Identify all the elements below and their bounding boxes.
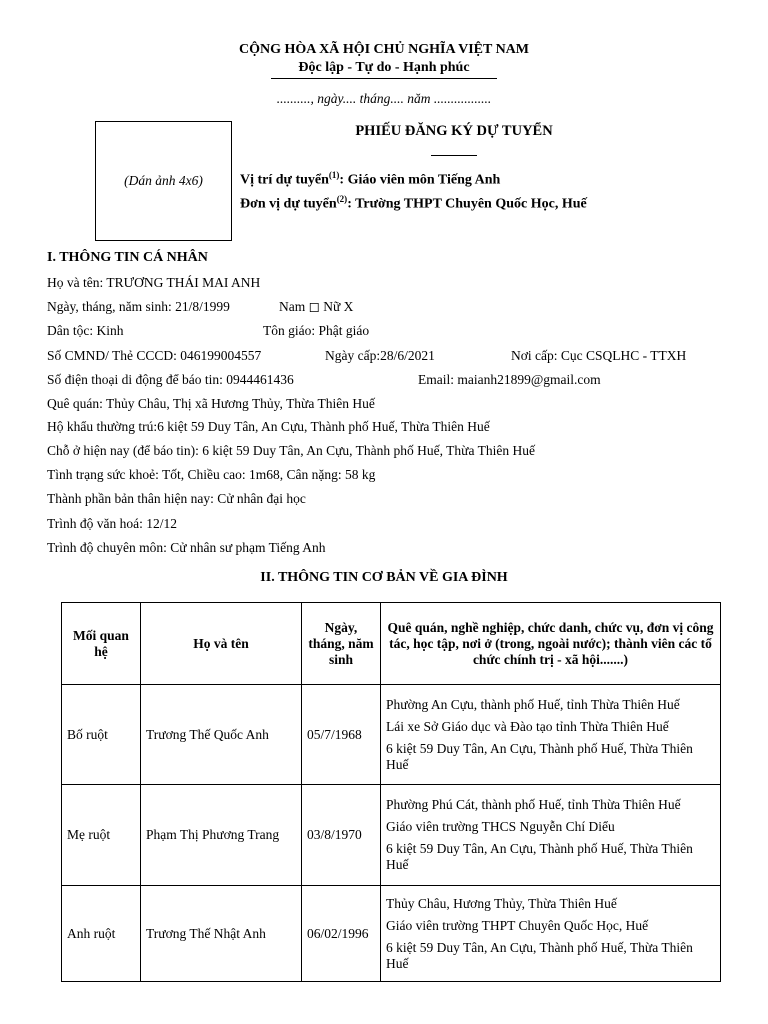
section-personal-info-title: I. THÔNG TIN CÁ NHÂN [47, 250, 208, 265]
position-label: Vị trí dự tuyển [240, 172, 329, 188]
unit-value: : Trường THPT Chuyên Quốc Học, Huế [347, 196, 587, 212]
ethnicity: Dân tộc: Kinh [47, 323, 124, 338]
dob-cell: 06/02/1996 [302, 886, 381, 982]
form-title: PHIẾU ĐĂNG KÝ DỰ TUYỂN [355, 123, 553, 139]
professional-qualification: Trình độ chuyên môn: Cử nhân sư phạm Tiếng Anh [47, 540, 326, 555]
col-header-relation: Mối quan hệ [62, 603, 141, 685]
col-header-details: Quê quán, nghề nghiệp, chức danh, chức vụ, đơn vị công tác, học tập, nơi ở (trong, ngoài nước); thành viên các tổ chức chính trị - xã hội.......) [381, 603, 721, 685]
social-background: Thành phần bản thân hiện nay: Cử nhân đại học [47, 491, 306, 506]
photo-placeholder-label: (Dán ảnh 4x6) [124, 173, 203, 188]
date-of-birth: Ngày, tháng, năm sinh: 21/8/1999 [47, 299, 230, 314]
details-cell [381, 685, 721, 785]
motto-underline [271, 78, 497, 79]
details-cell [381, 886, 721, 982]
detail-occupation: Giáo viên trường THPT Chuyên Quốc Học, Huế [386, 917, 649, 933]
current-address: Chỗ ở hiện nay (để báo tin): 6 kiệt 59 Duy Tân, An Cựu, Thành phố Huế, Thừa Thiên Huế [47, 443, 535, 458]
name-cell: Trương Thế Quốc Anh [141, 685, 302, 785]
permanent-address: Hộ khẩu thường trú:6 kiệt 59 Duy Tân, An Cựu, Thành phố Huế, Thừa Thiên Huế [47, 419, 490, 434]
relation-cell: Bố ruột [62, 685, 141, 785]
gender: Nam ◻ Nữ X [279, 299, 354, 314]
national-title: CỘNG HÒA XÃ HỘI CHỦ NGHĨA VIỆT NAM [238, 42, 529, 57]
col-header-dob: Ngày, tháng, năm sinh [302, 603, 381, 685]
table-row [62, 886, 721, 982]
health-status: Tình trạng sức khoẻ: Tốt, Chiều cao: 1m68, Cân nặng: 58 kg [47, 467, 376, 482]
col-header-name: Họ và tên [141, 603, 302, 685]
section-family-info-title: II. THÔNG TIN CƠ BẢN VỀ GIA ĐÌNH [260, 570, 508, 585]
position-footnote: (1) [328, 170, 340, 180]
name-cell: Trương Thế Nhật Anh [141, 886, 302, 982]
dob-cell: 05/7/1968 [302, 685, 381, 785]
position-value: : Giáo viên môn Tiếng Anh [339, 172, 501, 188]
national-motto: Độc lập - Tự do - Hạnh phúc [298, 60, 470, 75]
id-issue-date: Ngày cấp:28/6/2021 [325, 348, 435, 363]
table-row [62, 785, 721, 886]
table-row [62, 685, 721, 785]
education-level: Trình độ văn hoá: 12/12 [47, 516, 178, 531]
detail-hometown: Thủy Châu, Hương Thủy, Thừa Thiên Huế [386, 895, 617, 911]
details-cell [381, 785, 721, 886]
relation-cell: Mẹ ruột [62, 785, 141, 886]
detail-residence: 6 kiệt 59 Duy Tân, An Cựu, Thành phố Huế, Thừa Thiên Huế [386, 740, 693, 772]
detail-occupation: Lái xe Sở Giáo dục và Đào tạo tỉnh Thừa Thiên Huế [386, 718, 669, 734]
hometown: Quê quán: Thủy Châu, Thị xã Hương Thủy, Thừa Thiên Huế [47, 396, 375, 411]
unit-footnote: (2) [336, 194, 348, 204]
date-line: .........., ngày.... tháng.... năm ................. [276, 91, 492, 106]
id-number: Số CMND/ Thẻ CCCD: 046199004557 [47, 348, 262, 363]
dob-cell: 03/8/1970 [302, 785, 381, 886]
detail-hometown: Phường An Cựu, thành phố Huế, tỉnh Thừa Thiên Huế [386, 696, 680, 712]
photo-placeholder [95, 121, 232, 241]
name-cell: Phạm Thị Phương Trang [141, 785, 302, 886]
detail-residence: 6 kiệt 59 Duy Tân, An Cựu, Thành phố Huế, Thừa Thiên Huế [386, 939, 693, 971]
position-applied [240, 170, 500, 189]
form-title-underline [431, 155, 477, 156]
unit-label: Đơn vị dự tuyển [240, 196, 337, 212]
full-name: Họ và tên: TRƯƠNG THÁI MAI ANH [47, 275, 261, 290]
unit-applied [240, 194, 587, 213]
detail-residence: 6 kiệt 59 Duy Tân, An Cựu, Thành phố Huế, Thừa Thiên Huế [386, 841, 693, 872]
detail-hometown: Phường Phú Cát, thành phố Huế, tỉnh Thừa Thiên Huế [386, 797, 681, 812]
family-table [61, 602, 721, 982]
detail-occupation: Giáo viên trường THCS Nguyễn Chí Diểu [386, 819, 615, 834]
email: Email: maianh21899@gmail.com [418, 372, 601, 387]
relation-cell: Anh ruột [62, 886, 141, 982]
table-header-row [62, 603, 721, 685]
religion: Tôn giáo: Phật giáo [263, 323, 370, 338]
phone-number: Số điện thoại di động để báo tin: 0944461436 [47, 372, 294, 387]
id-issue-place: Nơi cấp: Cục CSQLHC - TTXH [511, 348, 687, 363]
